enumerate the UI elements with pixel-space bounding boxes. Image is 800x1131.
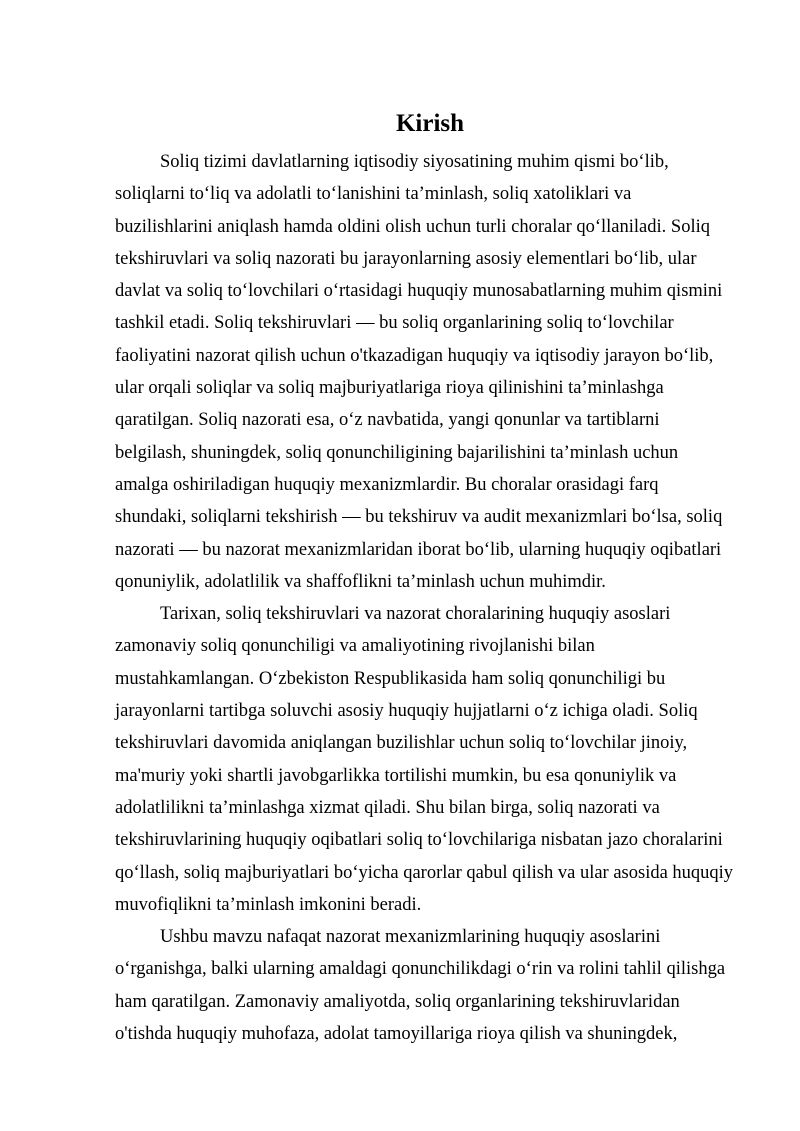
text-line: Soliq tizimi davlatlarning iqtisodiy siyosatining muhim qismi bo‘lib, — [160, 152, 669, 172]
paragraph-3 — [115, 921, 755, 1050]
text-line: qaratilgan. Soliq nazorati esa, o‘z navbatida, yangi qonunlar va tartiblarni — [115, 410, 660, 431]
text-line: Tarixan, soliq tekshiruvlari va nazorat choralarining huquqiy asoslari — [160, 604, 671, 625]
text-line: faoliyatini nazorat qilish uchun o'tkazadigan huquqiy va iqtisodiy jarayon bo‘lib, — [115, 345, 714, 366]
text-line: ham qaratilgan. Zamonaviy amaliyotda, soliq organlarining tekshiruvlaridan — [115, 991, 680, 1012]
text-line: o'tishda huquqiy muhofaza, adolat tamoyillariga rioya qilish va shuningdek, — [115, 1024, 678, 1045]
paragraph-1 — [115, 146, 755, 598]
text-line: tashkil etadi. Soliq tekshiruvlari — bu soliq organlarining soliq to‘lovchilar — [115, 313, 674, 334]
document-body — [115, 146, 755, 1050]
text-line: tekshiruvlarining huquqiy oqibatlari soliq to‘lovchilariga nisbatan jazo choralarini — [115, 830, 723, 851]
text-line: jarayonlarni tartibga soluvchi asosiy huquqiy hujjatlarni o‘z ichiga oladi. Soliq — [115, 701, 698, 722]
text-line: qo‘llash, soliq majburiyatlari bo‘yicha qarorlar qabul qilish va ular asosida huquqiy — [115, 862, 734, 883]
text-line: buzilishlarini aniqlash hamda oldini olish uchun turli choralar qo‘llaniladi. Soliq — [115, 216, 710, 237]
text-line: nazorati — bu nazorat mexanizmlaridan iborat bo‘lib, ularning huquqiy oqibatlari — [115, 539, 722, 560]
text-line: adolatlilikni ta’minlashga xizmat qiladi. Shu bilan birga, soliq nazorati va — [115, 797, 660, 818]
page-title: Kirish — [395, 110, 465, 137]
text-line: mustahkamlangan. O‘zbekiston Respublikasida ham soliq qonunchiligi bu — [115, 668, 666, 689]
text-line: davlat va soliq to‘lovchilari o‘rtasidagi huquqiy munosabatlarning muhim qismini — [115, 281, 723, 302]
text-line: amalga oshiriladigan huquqiy mexanizmlardir. Bu choralar orasidagi farq — [115, 474, 659, 495]
paragraph-2 — [115, 598, 755, 921]
text-line: o‘rganishga, balki ularning amaldagi qonunchilikdagi o‘rin va rolini tahlil qilishga — [115, 959, 726, 980]
text-line: zamonaviy soliq qonunchiligi va amaliyotining rivojlanishi bilan — [115, 636, 595, 657]
text-line: muvofiqlikni ta’minlash imkonini beradi. — [115, 894, 422, 915]
text-line: shundaki, soliqlarni tekshirish — bu tekshiruv va audit mexanizmlari bo‘lsa, soliq — [115, 507, 723, 528]
text-line: soliqlarni to‘liq va adolatli to‘lanishini ta’minlash, soliq xatoliklari va — [115, 184, 632, 205]
text-line: qonuniylik, adolatlilik va shaffoflikni ta’minlash uchun muhimdir. — [115, 571, 606, 592]
text-line: belgilash, shuningdek, soliq qonunchiligining bajarilishini ta’minlash uchun — [115, 442, 679, 463]
text-line: Ushbu mavzu nafaqat nazorat mexanizmlarining huquqiy asoslarini — [160, 927, 661, 948]
text-line: ular orqali soliqlar va soliq majburiyatlariga rioya qilinishini ta’minlashga — [115, 378, 664, 399]
text-line: ma'muriy yoki shartli javobgarlikka tortilishi mumkin, bu esa qonuniylik va — [115, 765, 677, 786]
text-line: tekshiruvlari davomida aniqlangan buzilishlar uchun soliq to‘lovchilar jinoiy, — [115, 733, 688, 754]
text-line: tekshiruvlari va soliq nazorati bu jarayonlarning asosiy elementlari bo‘lib, ular — [115, 248, 697, 269]
